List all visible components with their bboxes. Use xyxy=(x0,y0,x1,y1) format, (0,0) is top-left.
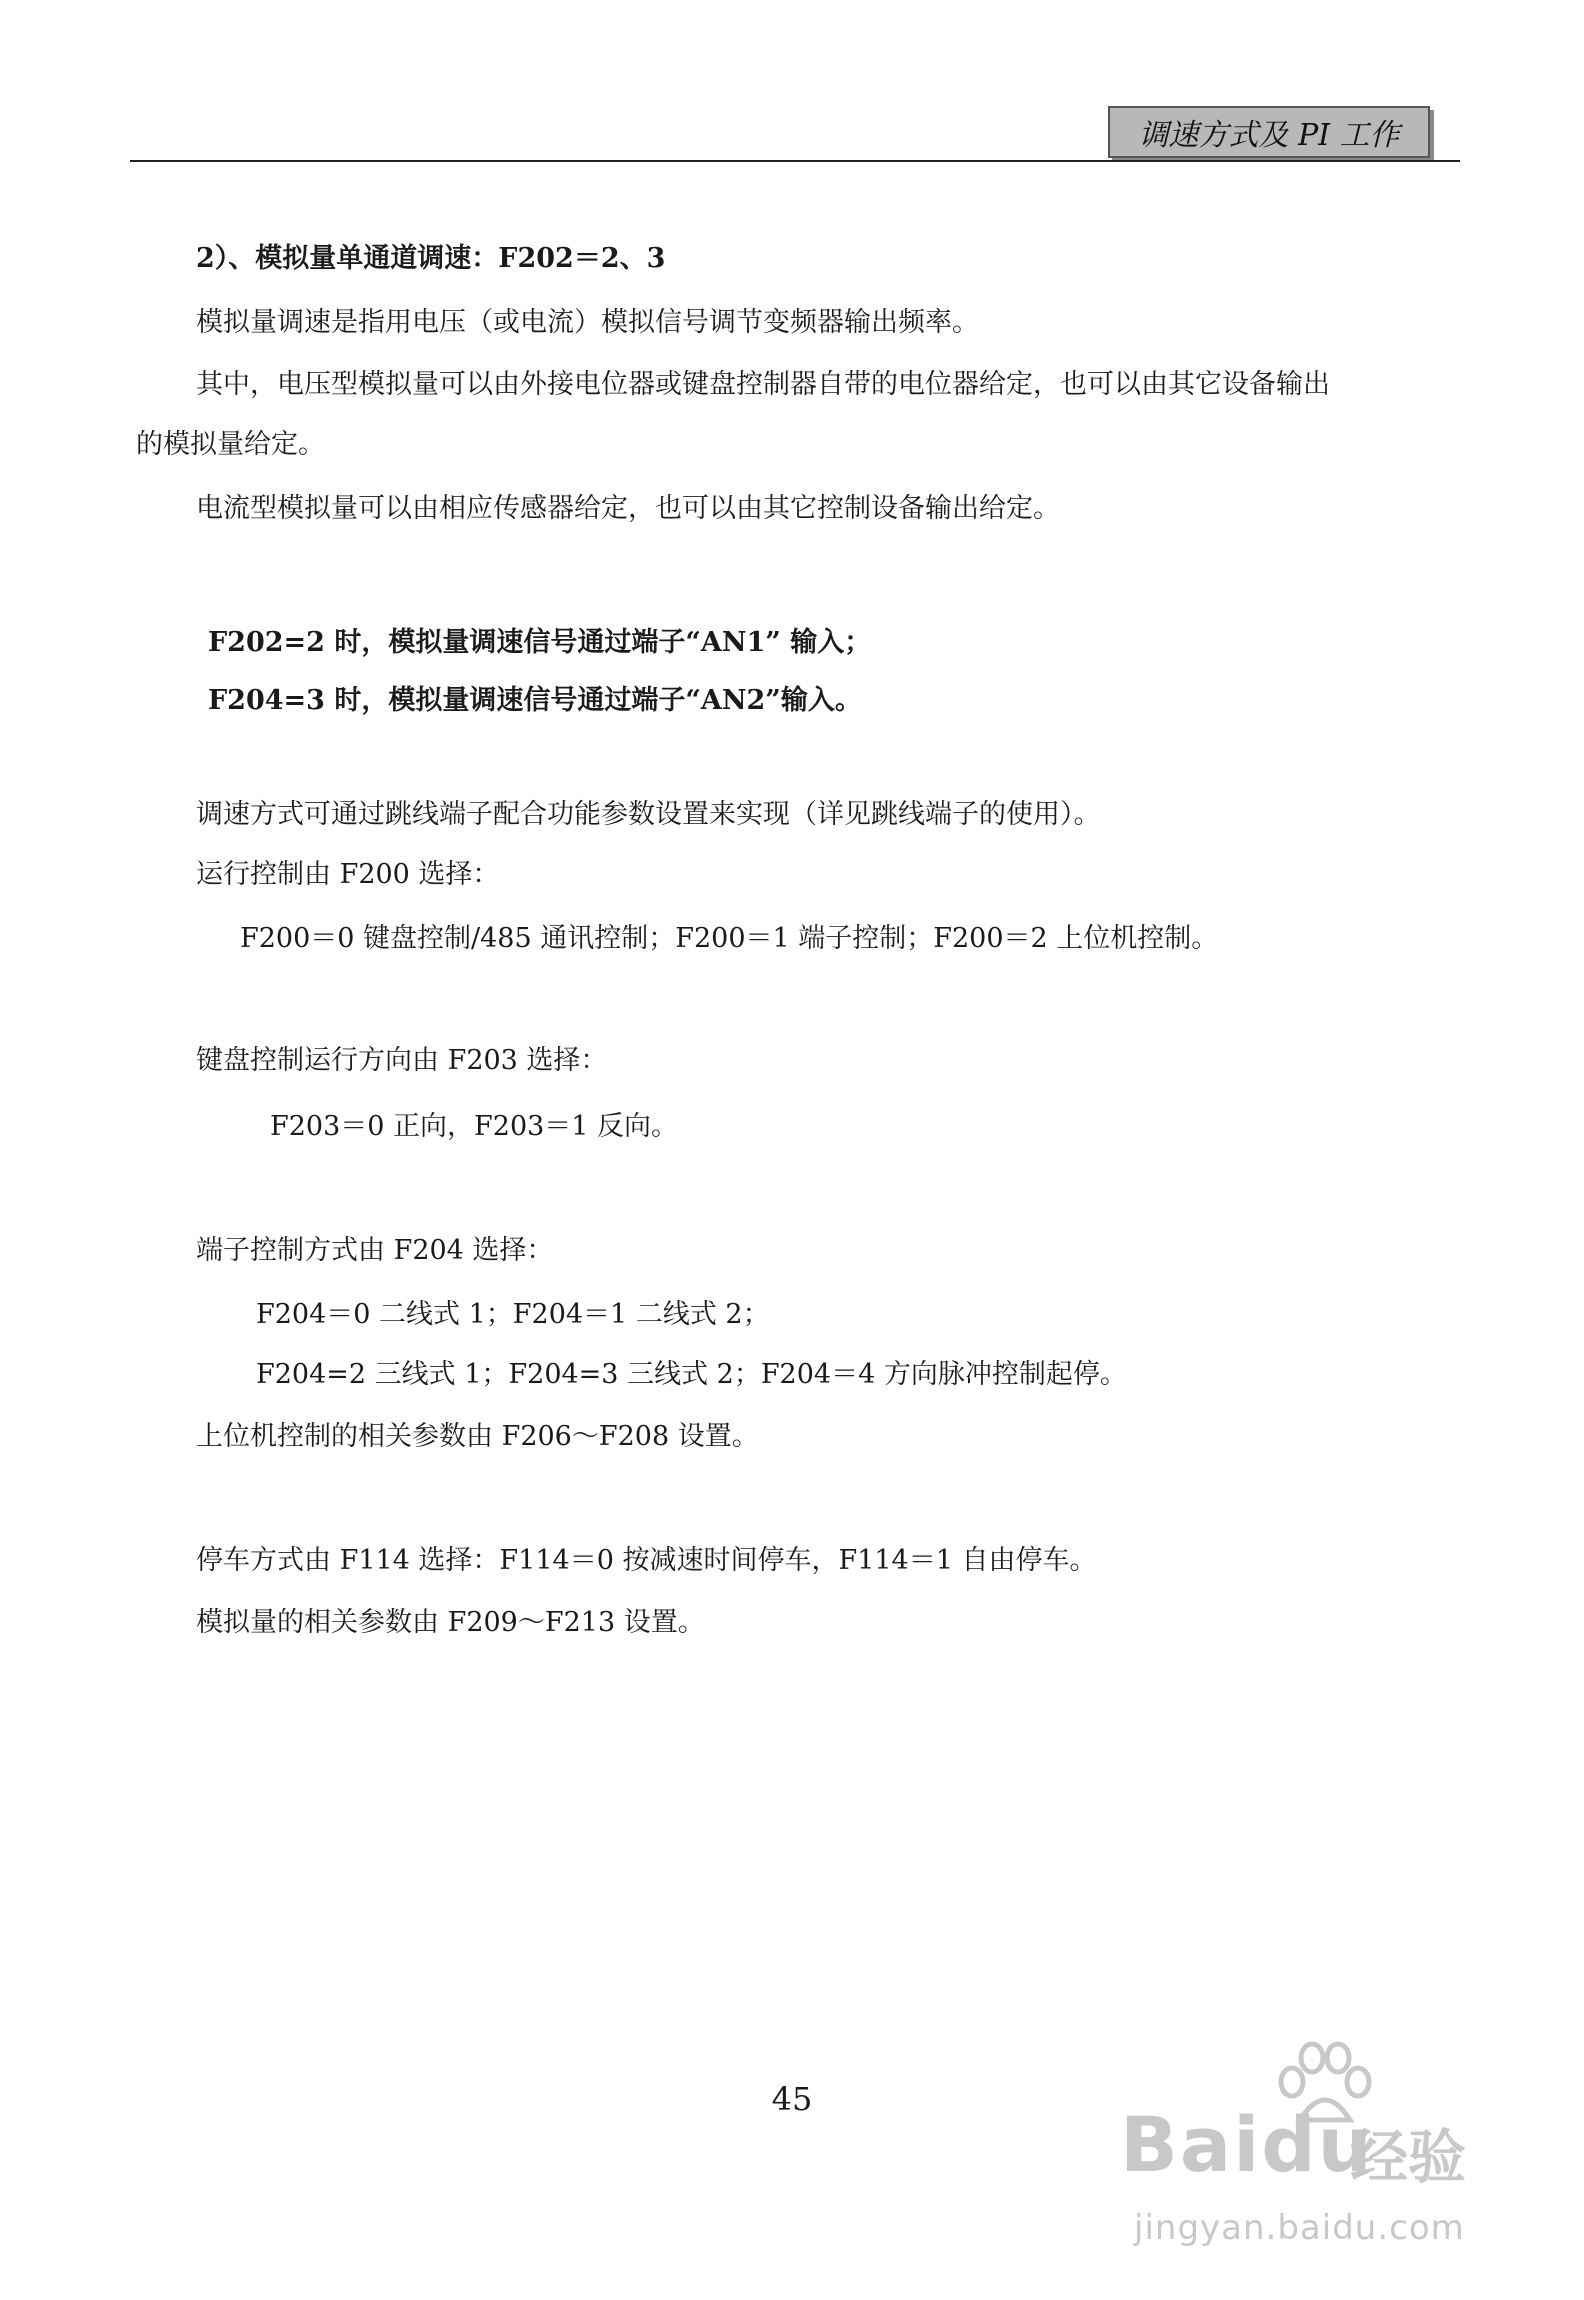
running-header: 调速方式及 PI 工作 xyxy=(1108,106,1430,158)
page-number: 45 xyxy=(771,2080,813,2118)
body-line: F203＝0 正向，F203＝1 反向。 xyxy=(270,1111,679,1142)
baidu-jingyan-watermark xyxy=(1120,2040,1500,2260)
body-line: F204＝0 二线式 1；F204＝1 二线式 2； xyxy=(256,1299,770,1330)
body-line: 电流型模拟量可以由相应传感器给定，也可以由其它控制设备输出给定。 xyxy=(196,493,1060,524)
body-line: 模拟量调速是指用电压（或电流）模拟信号调节变频器输出频率。 xyxy=(196,307,979,338)
body-line: F202=2 时，模拟量调速信号通过端子“AN1” 输入； xyxy=(208,627,872,658)
body-line: 停车方式由 F114 选择：F114＝0 按减速时间停车，F114＝1 自由停车。 xyxy=(196,1545,1097,1576)
body-line: 其中，电压型模拟量可以由外接电位器或键盘控制器自带的电位器给定，也可以由其它设备输出 xyxy=(196,369,1330,400)
body-line: F204=3 时，模拟量调速信号通过端子“AN2”输入。 xyxy=(208,685,862,716)
body-line: 的模拟量给定。 xyxy=(136,429,325,460)
body-line: 模拟量的相关参数由 F209～F213 设置。 xyxy=(196,1607,705,1638)
body-line: 端子控制方式由 F204 选择： xyxy=(196,1235,554,1266)
body-line: F200＝0 键盘控制/485 通讯控制；F200＝1 端子控制；F200＝2 上位机控制。 xyxy=(240,923,1219,954)
header-rule xyxy=(130,160,1460,162)
body-line: 运行控制由 F200 选择： xyxy=(196,859,500,890)
body-line: 键盘控制运行方向由 F203 选择： xyxy=(196,1045,608,1076)
body-line: 上位机控制的相关参数由 F206～F208 设置。 xyxy=(196,1421,759,1452)
section-heading: 2）、模拟量单通道调速：F202＝2、3 xyxy=(196,243,666,274)
body-line: F204=2 三线式 1；F204=3 三线式 2；F204＝4 方向脉冲控制起停。 xyxy=(256,1359,1127,1390)
body-line: 调速方式可通过跳线端子配合功能参数设置来实现（详见跳线端子的使用）。 xyxy=(196,799,1101,830)
watermark-cn: 经验 xyxy=(1350,2123,1467,2191)
watermark-url: jingyan.baidu.com xyxy=(1134,2208,1465,2248)
watermark-brand: Baidu xyxy=(1120,2100,1374,2189)
